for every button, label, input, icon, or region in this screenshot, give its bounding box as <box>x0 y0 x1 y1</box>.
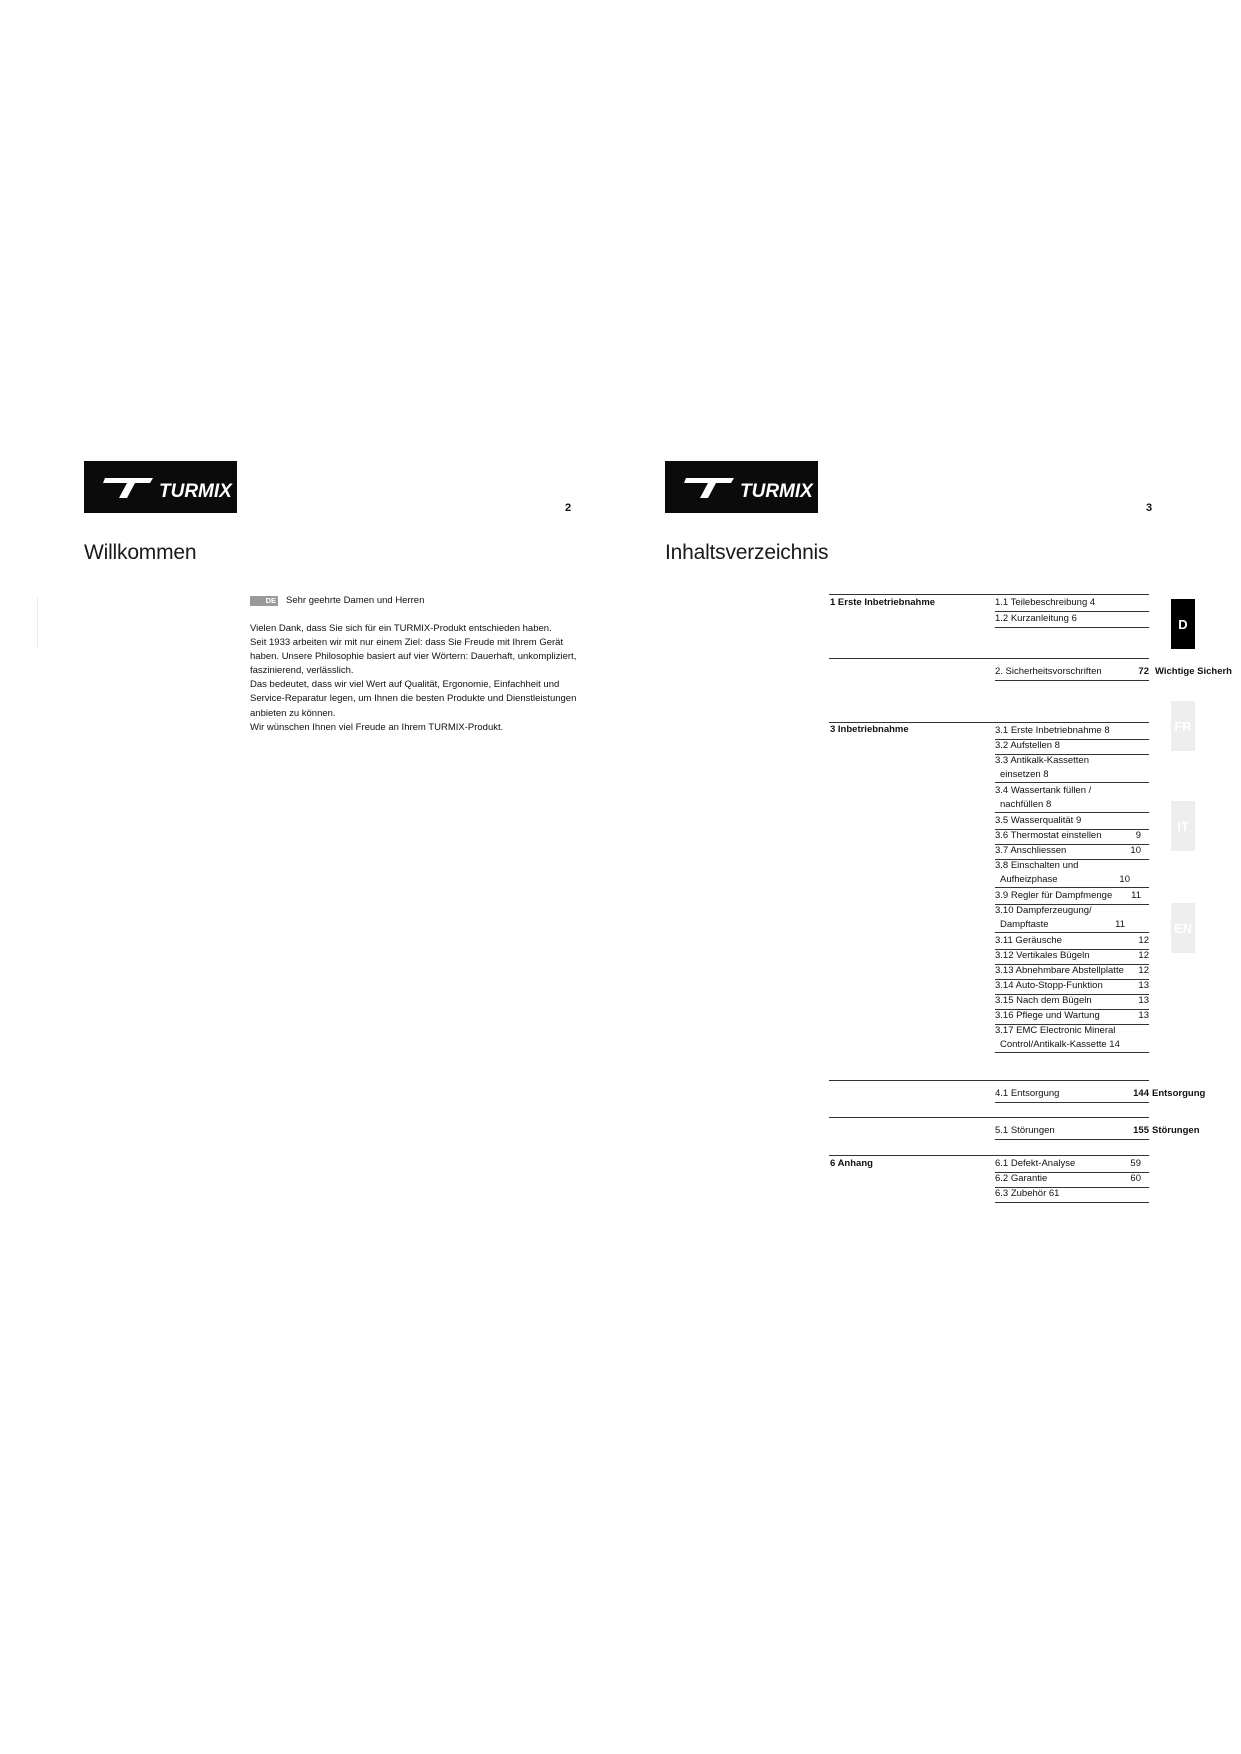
toc-section-3-label: 3 Inbetriebnahme <box>830 724 909 735</box>
toc-entry-text-continued: einsetzen 8 <box>1000 768 1049 780</box>
toc-entry[interactable] <box>995 1085 1149 1103</box>
toc-entry-text: 3.4 Wassertank füllen / <box>995 785 1092 796</box>
body-line: Seit 1933 arbeiten wir mit nur einem Ziel: dass Sie Freude mit Ihrem Gerät <box>250 637 564 649</box>
toc-entry-text: 6.3 Zubehör 61 <box>995 1188 1060 1199</box>
toc-entry-text: 3.15 Nach dem Bügeln <box>995 995 1092 1006</box>
turmix-logo-graphic <box>101 472 232 502</box>
toc-entry-text: 3.7 Anschliessen <box>995 845 1067 856</box>
toc-section-4-side-label: Entsorgung <box>1152 1088 1206 1099</box>
toc-entry-text: 3.6 Thermostat einstellen <box>995 830 1102 841</box>
toc-entry[interactable] <box>995 1122 1149 1140</box>
toc-entry-text: 3.2 Aufstellen 8 <box>995 740 1060 751</box>
toc-entry[interactable] <box>995 663 1149 681</box>
toc-entry[interactable] <box>995 1022 1149 1053</box>
toc-entry-text: 3.5 Wasserqualität 9 <box>995 815 1082 826</box>
toc-entry-page: 144 <box>1133 1088 1149 1099</box>
toc-entry-page: 12 <box>1138 935 1149 946</box>
toc-entry-text: 5.1 Störungen <box>995 1125 1055 1136</box>
page-title: Willkommen <box>84 541 197 564</box>
toc-entry-text-continued: Dampftaste <box>1000 918 1049 930</box>
logo-lettering: TURMIX <box>739 481 813 502</box>
page-number: 3 <box>1146 502 1153 514</box>
toc-entry-page: 72 <box>1138 666 1149 677</box>
toc-entry-page: 11 <box>1131 890 1141 901</box>
toc-entry-continued <box>995 873 1130 887</box>
toc-entry[interactable] <box>995 782 1149 813</box>
logo-lettering: TURMIX <box>158 481 232 502</box>
toc-entry-text: 3.16 Pflege und Wartung <box>995 1010 1100 1021</box>
toc-entry-page: 12 <box>1138 965 1149 976</box>
toc-entry-text: 3.13 Abnehmbare Abstellplatte <box>995 965 1124 976</box>
toc-entry-text: 6.2 Garantie <box>995 1173 1048 1184</box>
toc-entry-page: 10 <box>1130 845 1141 856</box>
language-badge: DE <box>250 596 278 606</box>
toc-entry-page: 12 <box>1138 950 1149 961</box>
toc-section-5-side-label: Störungen <box>1152 1125 1200 1136</box>
turmix-logo-graphic <box>682 472 813 502</box>
margin-mark <box>37 598 38 648</box>
toc-entry-text-continued: Control/Antikalk-Kassette 14 <box>1000 1038 1120 1050</box>
toc-entry[interactable] <box>995 857 1149 888</box>
toc-entry[interactable] <box>995 902 1149 933</box>
toc-entry-text: 4.1 Entsorgung <box>995 1088 1060 1099</box>
greeting-row <box>250 595 424 606</box>
toc-entry-page: 11 <box>1115 918 1125 930</box>
toc-entry-text: 3.14 Auto-Stopp-Funktion <box>995 980 1103 991</box>
toc-entry-text: 3.3 Antikalk-Kassetten <box>995 755 1089 766</box>
body-line: Service-Reparatur legen, um Ihnen die besten Produkte und Dienstleistungen <box>250 693 577 705</box>
body-line: haben. Unsere Philosophie basiert auf vier Wörtern: Dauerhaft, unkompliziert, <box>250 651 577 663</box>
toc-entry[interactable] <box>995 610 1149 628</box>
welcome-body <box>250 622 580 735</box>
tab-language-it[interactable]: IT <box>1171 801 1195 851</box>
tab-language-fr[interactable]: FR <box>1171 701 1195 751</box>
toc-entry-page: 155 <box>1133 1125 1149 1136</box>
toc-entry-page: 13 <box>1138 980 1149 991</box>
toc-entry-text-continued: nachfüllen 8 <box>1000 798 1052 810</box>
toc-entry-text: 1.2 Kurzanleitung 6 <box>995 613 1077 624</box>
toc-entry[interactable] <box>995 594 1149 612</box>
toc-entry[interactable] <box>995 752 1149 783</box>
greeting-text: Sehr geehrte Damen und Herren <box>286 595 425 606</box>
toc-entry-text: 2. Sicherheitsvorschriften <box>995 666 1102 677</box>
toc-entry-text: 3.9 Regler für Dampfmenge <box>995 890 1113 901</box>
toc-section-2-side-label: Wichtige Sicherh <box>1155 666 1232 677</box>
toc-entry-text: 3.8 Einschalten und <box>995 860 1079 871</box>
toc-entry-text: 3.1 Erste Inbetriebnahme 8 <box>995 725 1110 736</box>
toc-entry-text: 3.12 Vertikales Bügeln <box>995 950 1090 961</box>
toc-entry-page: 10 <box>1119 873 1130 885</box>
body-line: Vielen Dank, dass Sie sich für ein TURMIX-Produkt entschieden haben. <box>250 623 552 634</box>
toc-entry-text: 3.17 EMC Electronic Mineral <box>995 1025 1116 1036</box>
toc-entry-text: 1.1 Teilebeschreibung 4 <box>995 597 1096 608</box>
body-line: Das bedeutet, dass wir viel Wert auf Qualität, Ergonomie, Einfachheit und <box>250 679 560 691</box>
toc-section-6-label: 6 Anhang <box>830 1158 873 1169</box>
toc-entry-text: 6.1 Defekt-Analyse <box>995 1158 1076 1169</box>
body-line: faszinierend, verlässlich. <box>250 665 354 677</box>
toc-entry-page: 13 <box>1138 995 1149 1006</box>
toc-section-1-label: 1 Erste Inbetriebnahme <box>830 597 936 608</box>
toc-entry-text: 3.10 Dampferzeugung/ <box>995 905 1092 916</box>
page-title: Inhaltsverzeichnis <box>665 541 829 564</box>
toc-entry-text: 3.11 Geräusche <box>995 935 1062 946</box>
body-line: Wir wünschen Ihnen viel Freude an Ihrem TURMIX-Produkt. <box>250 721 504 733</box>
toc-entry-continued <box>995 918 1125 932</box>
tab-language-en[interactable]: EN <box>1171 903 1195 953</box>
toc-entry-page: 59 <box>1130 1158 1141 1169</box>
toc-entry-page: 13 <box>1138 1010 1149 1021</box>
section-divider <box>829 1080 1149 1081</box>
page-number: 2 <box>565 502 572 514</box>
turmix-logo <box>84 461 237 513</box>
body-line: anbieten zu können. <box>250 707 336 719</box>
toc-entry-text-continued: Aufheizphase <box>1000 873 1058 885</box>
turmix-logo <box>665 461 818 513</box>
toc-entry-page: 60 <box>1130 1173 1141 1184</box>
tab-language-d[interactable]: D <box>1171 599 1195 649</box>
section-divider <box>829 658 1149 659</box>
section-divider <box>829 1117 1149 1118</box>
toc-entry[interactable] <box>995 1185 1149 1203</box>
toc-entry-page: 9 <box>1135 830 1141 841</box>
